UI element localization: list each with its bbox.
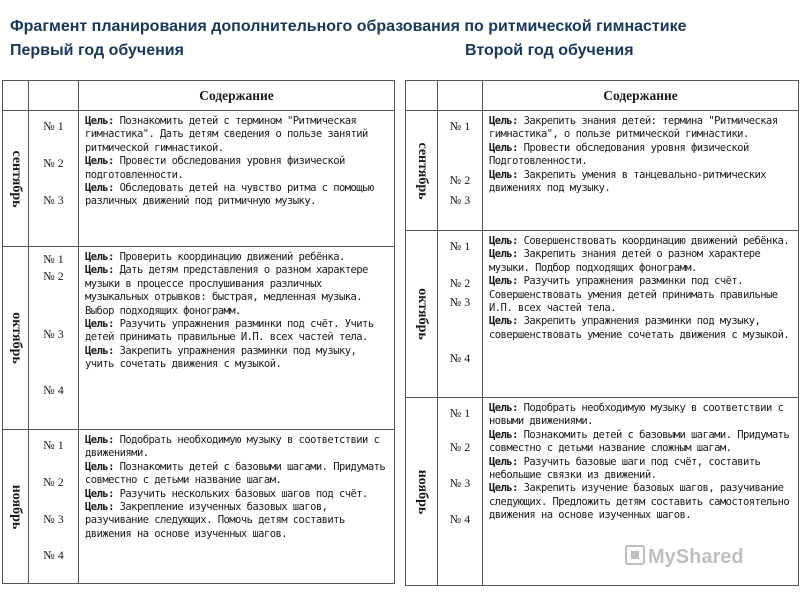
goal-text: Обследовать детей на чувство ритма с помощью различных движений под ритмичную музыку.	[85, 182, 374, 208]
goal-text: Провести обследования уровня физической подготовленности.	[85, 155, 345, 181]
month-cell	[406, 111, 438, 231]
goal-text: Разучить упражнения разминки под счёт. Совершенствовать умения детей принимать правильные И.П. всех частей тела.	[489, 275, 778, 315]
lesson-number: № 2	[449, 276, 471, 290]
table-row	[3, 247, 395, 430]
lesson-number: № 1	[43, 252, 64, 266]
goal-item	[489, 429, 794, 456]
month-label: октябрь	[8, 312, 24, 364]
goal-text: Закрепление изученных базовых шагов, разучивание следующих. Помочь детям составить движения на основе изученных шагов.	[85, 501, 345, 540]
goal-item	[489, 456, 794, 483]
goal-text: Закрепить изучение базовых шагов, разучивание следующих. Предложить детям составить самостоятельно движения на основе изученных шагов.	[489, 482, 790, 522]
goal-text: Закрепить знания детей о разном характере музыки. Подбор подходящих фонограмм.	[489, 248, 761, 274]
goals-cell	[79, 111, 395, 247]
goal-label: Цель:	[85, 344, 114, 357]
lesson-numbers-cell	[29, 430, 79, 584]
goal-item	[489, 315, 794, 342]
goal-text: Подобрать необходимую музыку в соответствии с новыми движениями.	[489, 402, 784, 428]
lesson-number: № 3	[43, 327, 64, 341]
goal-text: Совершенствовать координацию движений ребёнка.	[523, 235, 790, 247]
goal-label: Цель:	[85, 155, 114, 168]
goal-label: Цель:	[489, 402, 518, 414]
goal-text: Познакомить детей с базовыми шагами. Придумать совместно с детьми название шагам.	[85, 460, 386, 487]
goal-label: Цель:	[489, 248, 518, 261]
goal-label: Цель:	[85, 318, 114, 331]
lesson-numbers-cell	[29, 111, 79, 247]
goal-item	[489, 142, 794, 169]
goal-label: Цель:	[85, 115, 114, 127]
lesson-number: № 1	[449, 239, 471, 253]
goal-label: Цель:	[85, 501, 114, 514]
lesson-numbers-cell	[29, 247, 79, 430]
goal-text: Провести обследования уровня физической Подготовленности.	[489, 141, 749, 168]
goal-label: Цель:	[85, 264, 114, 277]
goal-label: Цель:	[85, 182, 114, 195]
goals-cell	[483, 231, 799, 398]
lesson-number: № 4	[449, 351, 471, 365]
month-cell	[3, 247, 29, 430]
goal-item	[489, 115, 794, 142]
goal-label: Цель:	[489, 428, 518, 441]
year2-label: Второй год обучения	[465, 42, 634, 59]
lesson-number: № 4	[449, 512, 471, 526]
goal-item	[85, 501, 390, 541]
goal-item	[489, 248, 794, 275]
goal-label: Цель:	[85, 434, 114, 446]
watermark-text: MyShared	[648, 546, 744, 568]
goal-text: Закрепить умения в танцевально-ритмических движениях под музыку.	[489, 168, 767, 195]
goal-label: Цель:	[85, 487, 114, 500]
goal-text: Дать детям представления о разном характере музыки в процессе прослушивания различных музыкальных отрывков: быстрая, медленная музыка. Выбор подходящих фонограмм.	[85, 264, 368, 317]
goal-label: Цель:	[489, 455, 518, 468]
goal-item	[85, 251, 390, 264]
goal-item	[85, 155, 390, 182]
goal-item	[85, 345, 390, 372]
month-label: октябрь	[414, 288, 430, 340]
goal-text: Разучить базовые шаги под счёт, составить небольшие связки из движений.	[489, 455, 761, 482]
lesson-number: № 1	[43, 119, 64, 133]
goal-item	[85, 182, 390, 209]
lesson-numbers-cell	[438, 398, 483, 586]
number-header-cell	[29, 81, 79, 111]
goal-item	[85, 488, 390, 501]
lesson-numbers-cell	[438, 231, 483, 398]
month-label: ноябрь	[8, 484, 24, 529]
month-header-cell	[3, 81, 29, 111]
content-header: Содержание	[79, 81, 395, 111]
goal-text: Закрепить упражнения разминки под музыку, совершенствовать умение сочетать движения с музыкой.	[489, 315, 790, 341]
goal-text: Проверить координацию движений ребёнка.	[119, 251, 345, 263]
table-row	[406, 111, 799, 231]
goal-label: Цель:	[489, 315, 518, 328]
goals-cell	[483, 111, 799, 231]
lesson-number: № 2	[449, 440, 471, 454]
goal-item	[489, 402, 794, 429]
goal-item	[85, 264, 390, 318]
year1-label: Первый год обучения	[10, 42, 184, 59]
table-row	[406, 231, 799, 398]
number-header-cell	[438, 81, 483, 111]
year1-table	[2, 80, 395, 584]
lesson-number: № 3	[43, 193, 64, 207]
month-label: ноябрь	[414, 469, 430, 514]
lesson-numbers-cell	[438, 111, 483, 231]
goal-text: Подобрать необходимую музыку в соответствии с движениями.	[85, 434, 380, 460]
goal-item	[85, 115, 390, 155]
month-cell	[406, 231, 438, 398]
lesson-number: № 3	[449, 295, 471, 309]
month-cell	[3, 111, 29, 247]
month-cell	[3, 430, 29, 584]
goal-label: Цель:	[489, 115, 518, 127]
goal-text: Разучить нескольких базовых шагов под счёт.	[119, 487, 368, 500]
content-header: Содержание	[483, 81, 799, 111]
month-label: сентябрь	[8, 149, 24, 208]
lesson-number: № 2	[43, 156, 64, 170]
lesson-number: № 2	[43, 475, 64, 489]
year2-table	[405, 80, 799, 586]
lesson-number: № 1	[43, 438, 64, 452]
month-header-cell	[406, 81, 438, 111]
goal-item	[489, 235, 794, 248]
goal-item	[85, 461, 390, 488]
goal-text: Познакомить детей с базовыми шагами. Придумать совместно с детьми название сложным шагам.	[489, 428, 790, 455]
watermark	[625, 545, 744, 569]
goal-label: Цель:	[489, 482, 518, 495]
goal-item	[85, 434, 390, 461]
goal-item	[489, 482, 794, 522]
lesson-number: № 3	[43, 512, 64, 526]
lesson-number: № 1	[449, 119, 471, 133]
lesson-number: № 4	[43, 548, 64, 562]
goal-label: Цель:	[489, 168, 518, 181]
lesson-number: № 3	[449, 193, 471, 207]
goal-label: Цель:	[85, 251, 114, 263]
month-label: сентябрь	[414, 141, 430, 200]
goals-cell	[79, 247, 395, 430]
goal-label: Цель:	[489, 235, 518, 247]
goal-text: Разучить упражнения разминки под счёт. Учить детей принимать правильные И.П. всех частей тела.	[85, 318, 374, 344]
lesson-number: № 2	[43, 269, 64, 283]
table-row	[3, 111, 395, 247]
goal-label: Цель:	[85, 460, 114, 473]
goal-text: Закрепить упражнения разминки под музыку, учить сочетать движения с музыкой.	[85, 344, 357, 371]
lesson-number: № 4	[43, 383, 64, 397]
watermark-logo-icon	[625, 545, 645, 565]
goal-label: Цель:	[489, 275, 518, 288]
goal-item	[489, 275, 794, 315]
goal-item	[489, 169, 794, 196]
goal-label: Цель:	[489, 141, 518, 154]
lesson-number: № 2	[449, 173, 471, 187]
goal-text: Закрепить знания детей: термина "Ритмическая гимнастика", о пользе ритмической гимнастики.	[489, 115, 778, 141]
month-cell	[406, 398, 438, 586]
lesson-number: № 1	[449, 406, 471, 420]
goal-text: Познакомить детей с термином "Ритмическая гимнастика". Дать детям сведения о пользе занятий ритмической гимнастикой.	[85, 115, 368, 154]
page-title: Фрагмент планирования дополнительного образования по ритмической гимнастике	[10, 18, 687, 35]
goal-item	[85, 318, 390, 345]
goals-cell	[79, 430, 395, 584]
table-row	[3, 430, 395, 584]
lesson-number: № 3	[449, 476, 471, 490]
